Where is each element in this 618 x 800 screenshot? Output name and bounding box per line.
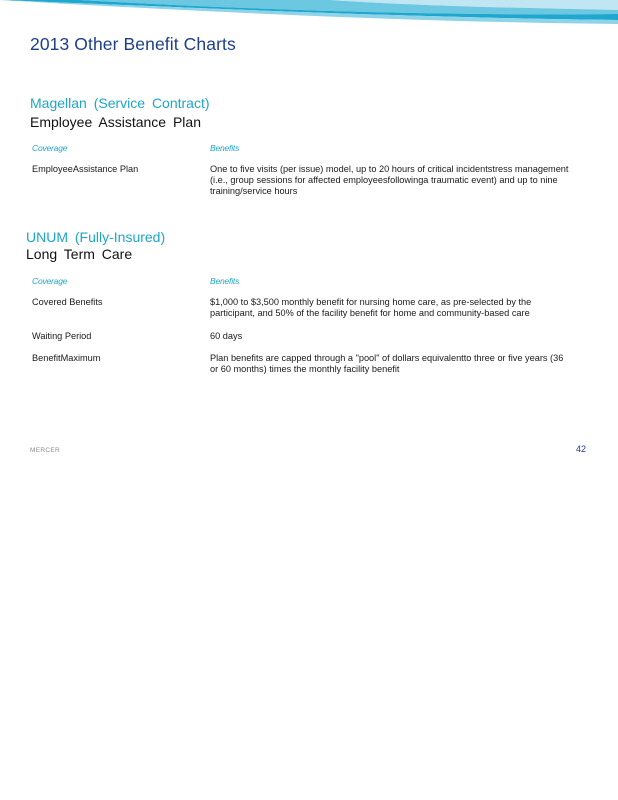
ltc-plan-heading: Long Term Care <box>26 246 133 262</box>
table-row-benefits: 60 days <box>210 331 243 341</box>
table-row-coverage: Waiting Period <box>32 331 92 341</box>
page-title: 2013 Other Benefit Charts <box>30 34 236 54</box>
table-row-coverage: BenefitMaximum <box>32 353 101 363</box>
decorative-header-band <box>0 0 618 24</box>
table-row-coverage: Covered Benefits <box>32 297 103 307</box>
eap-plan-heading: Employee Assistance Plan <box>30 114 201 130</box>
eap-benefits-column-header: Benefits <box>210 143 240 153</box>
table-row-benefits: One to five visits (per issue) model, up to 20 hours of critical incidentstress management (i.e., group sessions for affected employeesfollowinga traumatic event) and up to nine training/service hours <box>210 164 569 197</box>
table-row-benefits: $1,000 to $3,500 monthly benefit for nursing home care, as pre-selected by the participant, and 50% of the facility benefit for home and community-based care <box>210 297 532 319</box>
eap-provider-heading: Magellan (Service Contract) <box>30 95 210 111</box>
table-row-coverage: EmployeeAssistance Plan <box>32 164 139 174</box>
mercer-logo: MERCER <box>30 447 60 454</box>
ltc-coverage-column-header: Coverage <box>32 276 68 286</box>
table-row-benefits: Plan benefits are capped through a "pool" of dollars equivalentto three or five years (36 or 60 months) times the monthly facility benefit <box>210 353 564 375</box>
ltc-benefits-column-header: Benefits <box>210 276 240 286</box>
page-number: 42 <box>576 444 587 454</box>
ltc-provider-heading: UNUM (Fully-Insured) <box>26 229 166 245</box>
eap-coverage-column-header: Coverage <box>32 143 68 153</box>
